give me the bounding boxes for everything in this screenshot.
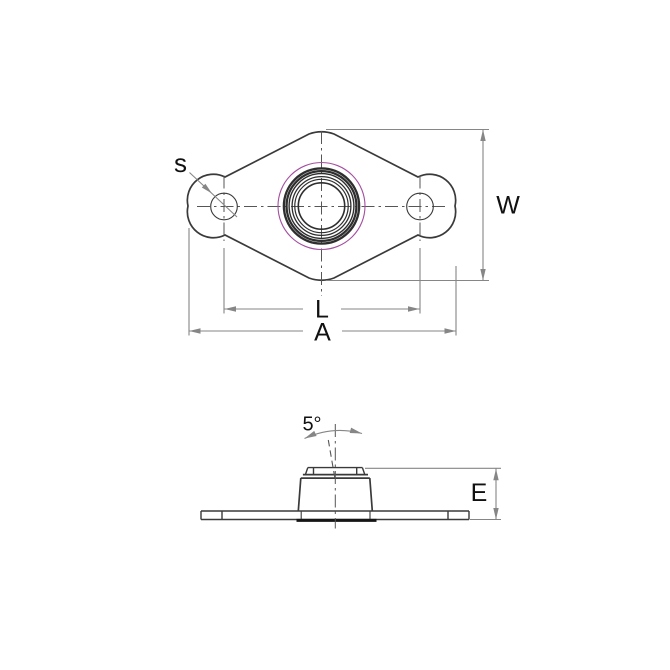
label-s: s bbox=[174, 148, 187, 178]
label-l: L bbox=[315, 295, 329, 324]
a-arrow-right bbox=[445, 328, 457, 333]
w-arrow-up bbox=[480, 130, 485, 142]
label-a: A bbox=[314, 318, 331, 347]
label-angle: 5° bbox=[302, 413, 322, 436]
l-arrow-left bbox=[225, 306, 237, 311]
side-view bbox=[201, 414, 501, 529]
top-view-centerlines bbox=[197, 131, 447, 296]
label-w: W bbox=[496, 191, 520, 220]
e-arrow-down bbox=[493, 508, 498, 520]
l-arrow-right bbox=[408, 306, 420, 311]
angle-arc-arrow-right bbox=[350, 428, 362, 434]
top-view bbox=[174, 130, 520, 347]
e-arrow-up bbox=[493, 469, 498, 481]
w-arrow-down bbox=[480, 269, 485, 281]
top-view-arrowheads bbox=[189, 130, 486, 334]
a-arrow-left bbox=[189, 328, 201, 333]
label-e: E bbox=[470, 479, 488, 507]
